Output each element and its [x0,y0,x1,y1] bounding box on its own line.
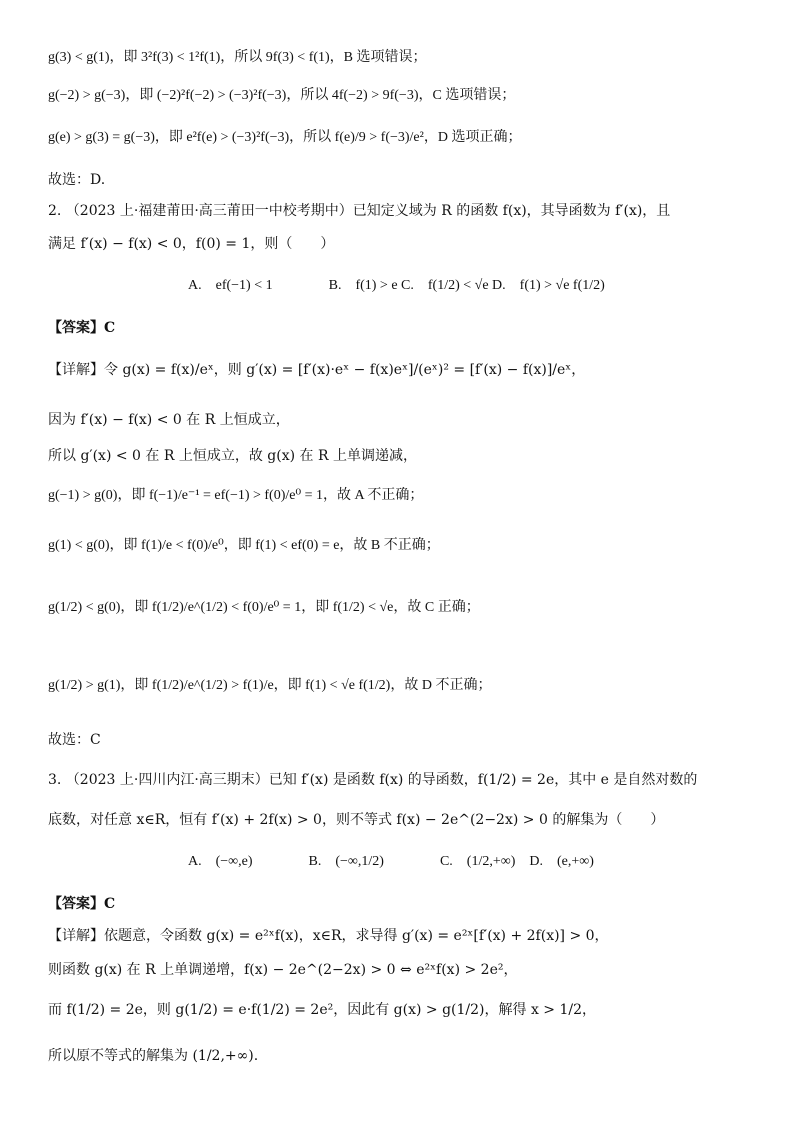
answer-label: 【答案】C [48,896,116,912]
detail-line: g(1/2) > g(1)，即 f(1/2)/e^(1/2) > f(1)/e，即 f(1) < √e f(1/2)，故 D 不正确； [48,678,492,693]
detail-line: 而 f(1/2) = 2e，则 g(1/2) = e·f(1/2) = 2e²，因此有 g(x) > g(1/2)，解得 x > 1/2， [48,1002,597,1018]
question-2-options: A. ef(−1) < 1 B. f(1) > e C. f(1/2) < √e D. f(1) > √e f(1/2) [188,278,605,293]
detail-line: g(−1) > g(0)，即 f(−1)/e⁻¹ = ef(−1) > f(0)/e⁰ = 1，故 A 不正确； [48,488,424,503]
text-line: 故选：D. [48,172,106,188]
detail-line: 【详解】依题意，令函数 g(x) = e²ˣf(x)，x∈R，求导得 g′(x) = e²ˣ[f′(x) + 2f(x)] > 0， [48,928,609,944]
question-3-options: A. (−∞,e) B. (−∞,1/2) C. (1/2,+∞) D. (e,+∞) [188,854,594,869]
question-2-stem-cont: 满足 f′(x) − f(x) < 0，f(0) = 1，则（ ） [48,236,335,252]
detail-line: 所以 g′(x) < 0 在 R 上恒成立，故 g(x) 在 R 上单调递减， [48,448,417,464]
detail-line: 【详解】令 g(x) = f(x)/eˣ，则 g′(x) = [f′(x)·eˣ − f(x)eˣ]/(eˣ)² = [f′(x) − f(x)]/eˣ， [48,362,586,378]
detail-line: 因为 f′(x) − f(x) < 0 在 R 上恒成立， [48,412,290,428]
question-3-stem-cont: 底数，对任意 x∈R，恒有 f′(x) + 2f(x) > 0，则不等式 f(x) − 2e^(2−2x) > 0 的解集为（ ） [48,812,665,828]
answer-label: 【答案】C [48,320,116,336]
text-line: 故选：C [48,732,101,748]
detail-line: 所以原不等式的解集为 (1/2,+∞). [48,1048,259,1064]
text-line: g(3) < g(1)，即 3²f(3) < 1²f(1)，所以 9f(3) < f(1)，B 选项错误； [48,50,427,65]
detail-line: 则函数 g(x) 在 R 上单调递增，f(x) − 2e^(2−2x) > 0 ⇔ e²ˣf(x) > 2e²， [48,962,518,978]
detail-line: g(1) < g(0)，即 f(1)/e < f(0)/e⁰，即 f(1) < ef(0) = e，故 B 不正确； [48,538,440,553]
question-3-stem: 3. （2023 上·四川内江·高三期末）已知 f′(x) 是函数 f(x) 的导函数，f(1/2) = 2e，其中 e 是自然对数的 [48,772,698,788]
text-line: g(e) > g(3) = g(−3)，即 e²f(e) > (−3)²f(−3)，所以 f(e)/9 > f(−3)/e²，D 选项正确； [48,130,522,145]
question-2-stem: 2. （2023 上·福建莆田·高三莆田一中校考期中）已知定义域为 R 的函数 f(x)，其导函数为 f′(x)，且 [48,203,671,219]
text-line: g(−2) > g(−3)，即 (−2)²f(−2) > (−3)²f(−3)，所以 4f(−2) > 9f(−3)，C 选项错误； [48,88,516,103]
detail-line: g(1/2) < g(0)，即 f(1/2)/e^(1/2) < f(0)/e⁰ = 1，即 f(1/2) < √e，故 C 正确； [48,600,480,615]
